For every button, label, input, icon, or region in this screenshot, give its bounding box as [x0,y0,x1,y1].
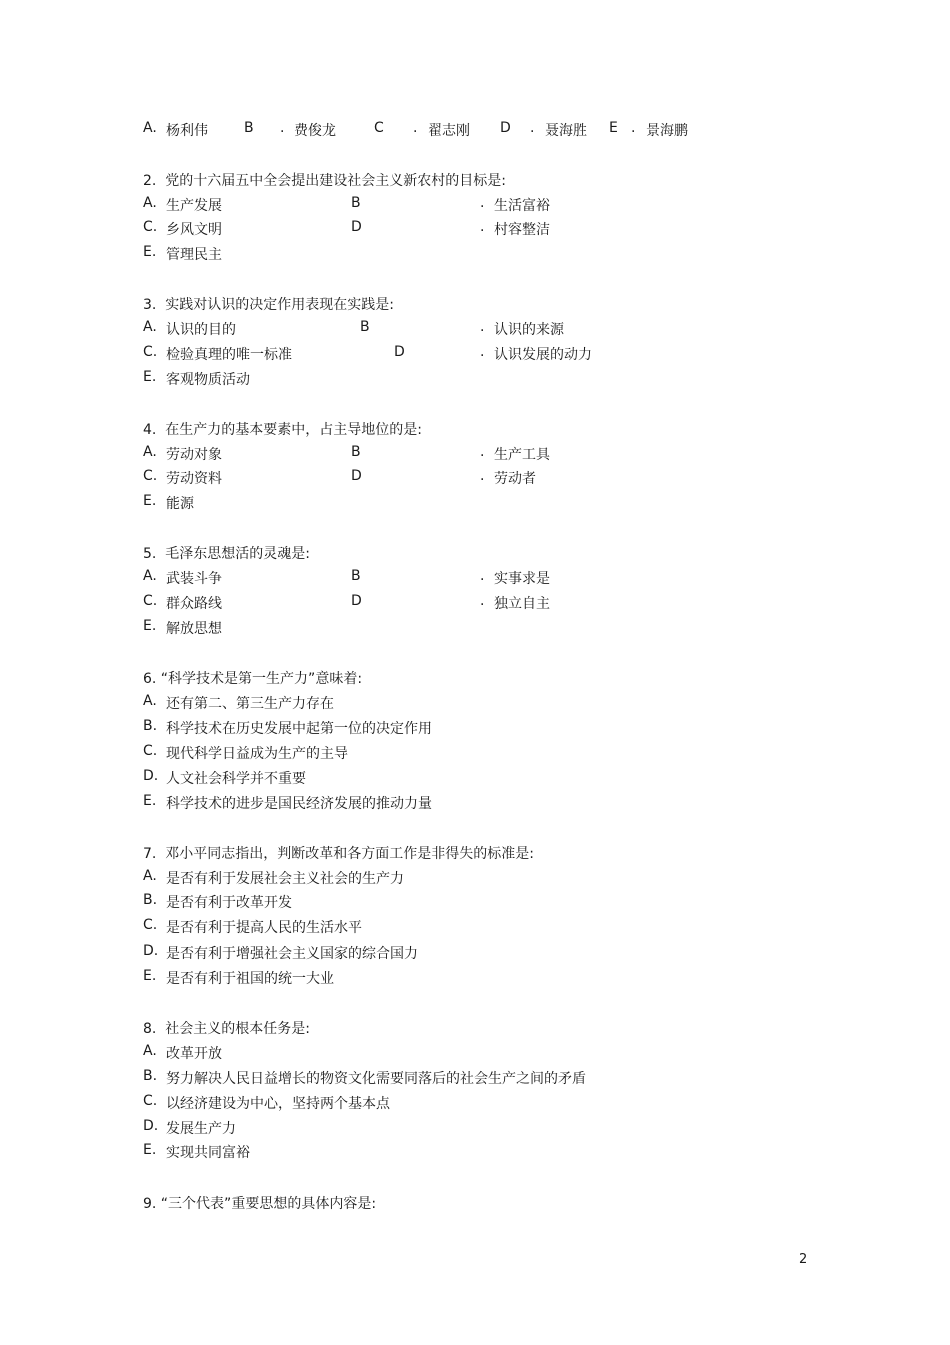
option-label: D. [143,943,159,959]
option-label: A. [143,568,157,584]
option-label: B. [143,1068,158,1084]
question-stem: 6. “科学技术是第一生产力”意味着: [143,671,363,687]
q1-option-e-label: E [609,120,618,136]
q1-option-a-text: 杨利伟 [166,123,208,139]
option-text: 检验真理的唯一标准 [166,347,292,363]
option-label: E. [143,493,157,509]
option-text: 现代科学日益成为生产的主导 [166,746,348,762]
option-label: B [360,319,370,335]
option-dot: . [480,344,485,360]
option-label: C. [143,1093,158,1109]
option-dot: . [480,444,485,460]
option-label: A. [143,195,157,211]
option-text: 人文社会科学并不重要 [166,771,306,787]
option-label: B [351,568,361,584]
q1-option-d-dot: . [530,120,535,136]
option-text: 认识发展的动力 [494,347,592,363]
option-text: 是否有利于祖国的统一大业 [166,971,334,987]
option-text: 是否有利于发展社会主义社会的生产力 [166,871,404,887]
option-text: 乡风文明 [166,222,222,238]
option-text: 实事求是 [494,571,550,587]
option-label: D [394,344,405,360]
option-text: 实现共同富裕 [166,1145,250,1161]
option-label: E. [143,369,157,385]
option-text: 解放思想 [166,621,222,637]
option-text: 生活富裕 [494,198,550,214]
option-text: 村容整洁 [494,222,550,238]
option-label: C. [143,344,158,360]
option-text: 客观物质活动 [166,372,250,388]
q1-option-d-text: 聂海胜 [545,123,587,139]
option-text: 武装斗争 [166,571,222,587]
option-text: 能源 [166,496,194,512]
option-dot: . [480,219,485,235]
option-label: E. [143,793,157,809]
option-text: 群众路线 [166,596,222,612]
option-label: D. [143,1118,159,1134]
option-dot: . [480,319,485,335]
option-label: B. [143,892,158,908]
option-text: 劳动资料 [166,471,222,487]
question-stem: 3. 实践对认识的决定作用表现在实践是: [143,297,394,313]
option-label: A. [143,444,157,460]
option-dot: . [480,468,485,484]
option-label: B [351,195,361,211]
q1-option-e-text: 景海鹏 [646,123,688,139]
question-stem: 5. 毛泽东思想活的灵魂是: [143,546,310,562]
option-label: C. [143,917,158,933]
q1-option-c-text: 翟志刚 [428,123,470,139]
option-label: A. [143,319,157,335]
page-number: 2 [799,1252,808,1267]
question-stem: 2. 党的十六届五中全会提出建设社会主义新农村的目标是: [143,173,506,189]
option-label: E. [143,1142,157,1158]
option-text: 发展生产力 [166,1121,236,1137]
option-label: B [351,444,361,460]
option-text: 科学技术的进步是国民经济发展的推动力量 [166,796,432,812]
option-text: 认识的来源 [494,322,564,338]
q1-option-b-text: 费俊龙 [294,123,336,139]
option-text: 是否有利于提高人民的生活水平 [166,920,362,936]
option-label: A. [143,1043,157,1059]
option-text: 还有第二、第三生产力存在 [166,696,334,712]
option-label: A. [143,868,157,884]
option-label: D [351,593,362,609]
question-stem: 9. “三个代表”重要思想的具体内容是: [143,1196,377,1212]
option-label: D [351,468,362,484]
option-text: 生产工具 [494,447,550,463]
option-dot: . [480,568,485,584]
option-label: C. [143,593,158,609]
option-text: 劳动对象 [166,447,222,463]
option-text: 是否有利于改革开发 [166,895,292,911]
option-text: 是否有利于增强社会主义国家的综合国力 [166,946,418,962]
option-text: 劳动者 [494,471,536,487]
option-label: C. [143,468,158,484]
option-label: C. [143,219,158,235]
option-label: D [351,219,362,235]
q1-option-c-label: C [374,120,384,136]
q1-option-a-label: A. [143,120,157,136]
question-stem: 4. 在生产力的基本要素中，占主导地位的是: [143,422,422,438]
question-stem: 8. 社会主义的根本任务是: [143,1021,310,1037]
option-text: 独立自主 [494,596,550,612]
q1-option-c-dot: . [413,120,418,136]
q1-option-b-label: B [244,120,254,136]
option-label: B. [143,718,158,734]
option-label: D. [143,768,159,784]
option-text: 管理民主 [166,247,222,263]
option-text: 努力解决人民日益增长的物资文化需要同落后的社会生产之间的矛盾 [166,1071,586,1087]
option-dot: . [480,593,485,609]
q1-option-e-dot: . [631,120,636,136]
option-text: 以经济建设为中心，坚持两个基本点 [166,1096,390,1112]
option-text: 生产发展 [166,198,222,214]
option-label: E. [143,618,157,634]
option-label: A. [143,693,157,709]
option-label: E. [143,244,157,260]
q1-option-d-label: D [500,120,511,136]
option-dot: . [480,195,485,211]
q1-option-b-dot: . [280,120,285,136]
question-stem: 7. 邓小平同志指出，判断改革和各方面工作是非得失的标准是: [143,846,534,862]
option-text: 认识的目的 [166,322,236,338]
option-text: 科学技术在历史发展中起第一位的决定作用 [166,721,432,737]
option-label: E. [143,968,157,984]
option-label: C. [143,743,158,759]
option-text: 改革开放 [166,1046,222,1062]
